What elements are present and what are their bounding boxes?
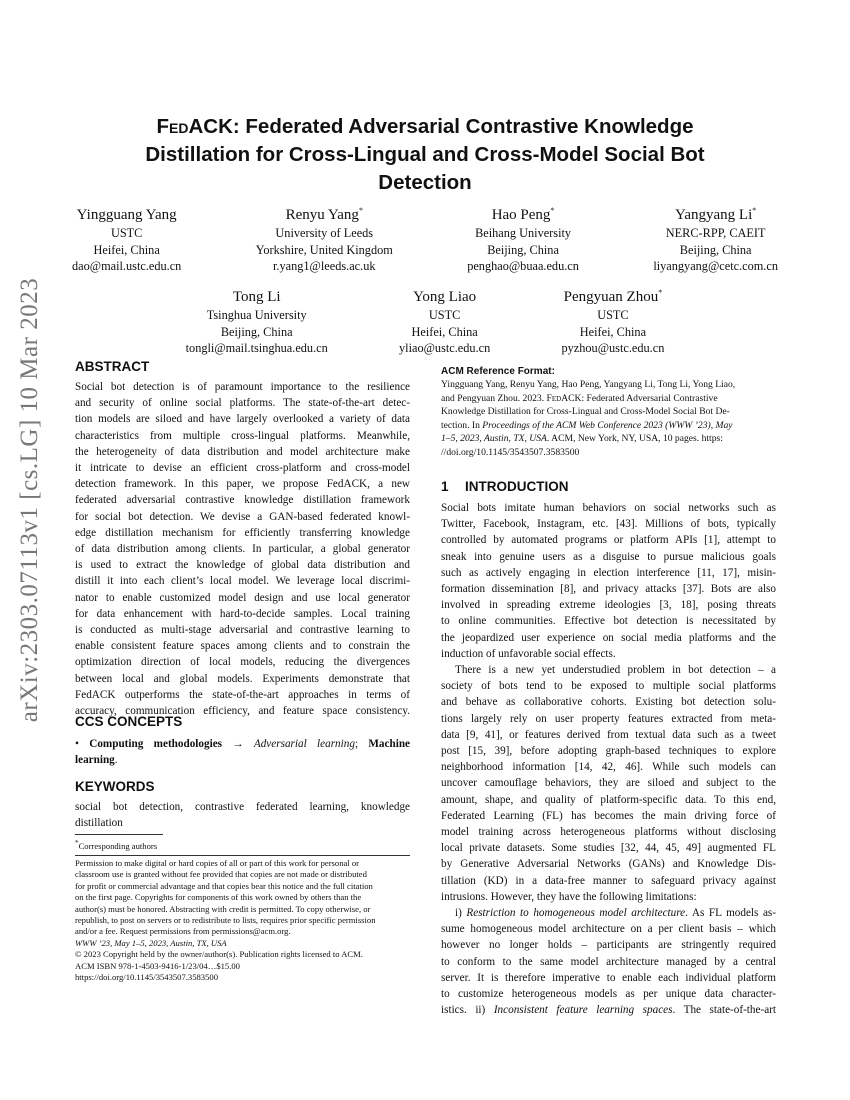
permission-block bbox=[75, 858, 410, 983]
abstract-line: is used to extract the knowledge of global data distribution and bbox=[75, 559, 410, 572]
author-row-1 bbox=[72, 201, 778, 275]
acm-ref-doi-link[interactable]: //doi.org/10.1145/3543507.3583500 bbox=[441, 446, 580, 458]
intro-line: tillation (KD) in a data-free manner to safeguard privacy against bbox=[441, 874, 776, 887]
acm-ref-line: 1–5, 2023, Austin, TX, USA. ACM, New York, NY, USA, 10 pages. https: bbox=[441, 433, 723, 445]
arxiv-sidebar bbox=[10, 277, 50, 723]
abstract-line: nator to enable customized model design and use local generator bbox=[75, 591, 410, 604]
keywords-heading: KEYWORDS bbox=[75, 779, 155, 794]
author-location: Beijing, China bbox=[220, 324, 293, 339]
doi-line[interactable]: https://doi.org/10.1145/3543507.3583500 bbox=[75, 972, 218, 983]
permission-line: author(s) must be honored. Abstracting with credit is permitted. To copy otherwise, or bbox=[75, 903, 371, 914]
acm-ref-line: Knowledge Distillation for Cross-Lingual and Cross-Model Social Bot De- bbox=[441, 406, 730, 418]
abstract-line: accuracy, communication efficiency, and feature space consistency. bbox=[75, 705, 410, 718]
abstract-line: FedACK outperforms the state-of-the-art approaches in terms of bbox=[75, 688, 410, 701]
permission-line: Permission to make digital or hard copies of all or part of this work for personal or bbox=[75, 858, 360, 868]
intro-line: controlled by automated programs or platform APIs [1], attempt to bbox=[441, 534, 776, 547]
intro-line: by Generative Adversarial Networks (GANs) and Knowledge Dis- bbox=[441, 858, 776, 871]
abstract-line: for data enhancement with hard-to-decide samples. Local training bbox=[75, 607, 410, 620]
permission-line: classroom use is granted without fee provided that copies are not made or distributed bbox=[75, 869, 367, 880]
intro-line: data [9, 41], or features derived from textual data such as a tweet bbox=[441, 728, 776, 741]
intro-line: to conform to the same model architecture managed by a central bbox=[441, 955, 776, 968]
intro-line: model training across heterogeneous platforms without disclosing bbox=[441, 826, 776, 839]
author-affiliation: USTC bbox=[597, 308, 629, 322]
author-location: Yorkshire, United Kingdom bbox=[255, 242, 393, 257]
abstract-line: federated adversarial contrastive knowledge distillation framework bbox=[75, 494, 410, 507]
intro-line: There is a new yet understudied problem in bot detection – a bbox=[455, 664, 776, 677]
intro-line: post [15, 39], before adopting graph-based techniques to explore bbox=[441, 745, 776, 758]
copyright-line: © 2023 Copyright held by the owner/author(s). Publication rights licensed to ACM. bbox=[75, 949, 363, 960]
abstract-line: and security of online social platforms. The state-of-the-art detec- bbox=[75, 397, 410, 410]
author-name: Yong Liao bbox=[413, 289, 477, 305]
author-email: yliao@ustc.edu.cn bbox=[399, 341, 491, 355]
author-location: Heifei, China bbox=[411, 324, 478, 339]
intro-line: local private datasets. Some studies [32, 44, 45, 49] augmented FL bbox=[441, 842, 776, 855]
author-location: Beijing, China bbox=[679, 242, 752, 257]
author-block bbox=[72, 201, 181, 275]
ccs-body bbox=[75, 736, 410, 768]
abstract-line: characteristics from multiple cross-lingual platforms. Meanwhile, bbox=[75, 429, 410, 442]
author-affiliation: USTC bbox=[428, 308, 461, 322]
abstract-line: enable consistent feature spaces among clients and to constrain the bbox=[75, 640, 410, 653]
author-email: pyzhou@ustc.edu.cn bbox=[561, 341, 665, 355]
author-name: Renyu Yang* bbox=[285, 206, 363, 223]
abstract-line: distill it into each client’s local model. We leverage local discrimi- bbox=[75, 575, 410, 588]
author-row-2 bbox=[150, 283, 700, 357]
author-email: dao@mail.ustc.edu.cn bbox=[72, 259, 182, 273]
author-location: Heifei, China bbox=[93, 242, 160, 257]
intro-line: to customize heterogeneous models as per unique data character- bbox=[441, 988, 776, 1001]
author-affiliation: USTC bbox=[110, 226, 143, 240]
abstract-line: tion models are siloed and have largely overlooked a variety of data bbox=[75, 413, 410, 426]
title-line-3: Detection bbox=[378, 171, 472, 194]
keywords-line: social bot detection, contrastive federated learning, knowledge bbox=[75, 801, 410, 813]
abstract-line: Social bot detection is of paramount importance to the resilience bbox=[75, 381, 410, 393]
title-line-2: Distillation for Cross-Lingual and Cross-Model Social Bot bbox=[145, 143, 705, 166]
intro-line: such as actively engaging in election interference [11, 17], misin- bbox=[441, 566, 776, 579]
permission-line: for profit or commercial advantage and that copies bear this notice and the full citation bbox=[75, 880, 373, 891]
author-block bbox=[653, 201, 778, 275]
abstract-line: it intricate to devise an efficient cross-platform and cross-model bbox=[75, 462, 410, 475]
intro-line: to online communities. Effective bot detection is necessitated by bbox=[441, 615, 776, 628]
author-affiliation: Tsinghua University bbox=[206, 308, 307, 322]
keywords-line: distillation bbox=[75, 817, 123, 830]
intro-line: uncover camouflage behaviors, they are siloed and subject to the bbox=[441, 777, 776, 790]
author-email: tongli@mail.tsinghua.edu.cn bbox=[185, 341, 328, 355]
intro-line: intrusions. However, they have the following limitations: bbox=[441, 890, 697, 903]
abstract-line: for social bot detection. We devise a GAN-based federated knowl- bbox=[75, 510, 410, 523]
author-affiliation: University of Leeds bbox=[275, 226, 374, 240]
title-line-1 bbox=[105, 113, 745, 141]
author-name: Hao Peng* bbox=[491, 206, 555, 223]
intro-line: amount, shape, and quality of platform-specific data. To this end, bbox=[441, 793, 776, 806]
ccs-heading: CCS CONCEPTS bbox=[75, 714, 183, 729]
introduction-heading: 1 INTRODUCTION bbox=[441, 479, 569, 494]
intro-line: induction of unfavorable social effects. bbox=[441, 647, 616, 660]
intro-line: Federated Learning (FL) has becomes the main driving force of bbox=[441, 809, 776, 822]
acm-ref-line: Yingguang Yang, Renyu Yang, Hao Peng, Yangyang Li, Tong Li, Yong Liao, bbox=[441, 379, 736, 390]
acm-ref-line: tection. In Proceedings of the ACM Web Conference 2023 (WWW ’23), May bbox=[441, 419, 733, 431]
title-fedack: FedACK bbox=[156, 115, 233, 138]
corresponding-footnote: *Corresponding authors bbox=[75, 839, 158, 851]
intro-line: the jeopardized user experience on social media platforms and the bbox=[441, 631, 776, 644]
author-block bbox=[186, 283, 328, 357]
author-block bbox=[562, 283, 665, 357]
author-name: Yingguang Yang bbox=[76, 207, 177, 223]
keywords-body bbox=[75, 799, 410, 831]
acm-reference-heading: ACM Reference Format: bbox=[441, 366, 555, 377]
venue-line: WWW ’23, May 1–5, 2023, Austin, TX, USA bbox=[75, 937, 227, 948]
introduction-body bbox=[441, 500, 776, 1019]
abstract-line: detection framework. In this paper, we propose FedACK, a new bbox=[75, 478, 410, 491]
permission-line: on the first page. Copyrights for components of this work owned by others than the bbox=[75, 892, 362, 903]
abstract-line: optimization direction of local models, reducing the divergences bbox=[75, 656, 410, 669]
ccs-line-1: • Computing methodologies → Adversarial learning; Machine bbox=[75, 738, 411, 750]
intro-line: tions largely rely on user property features extracted from meta- bbox=[441, 712, 776, 725]
intro-line: formation dissemination [8], and privacy attacks [37]. Bots are also bbox=[441, 583, 776, 596]
permission-line: and/or a fee. Request permissions from permissions@acm.org. bbox=[75, 926, 291, 937]
ccs-line-2: learning. bbox=[75, 754, 118, 767]
arxiv-identifier: arXiv:2303.07113v1 [cs.LG] 10 Mar 2023 bbox=[16, 277, 43, 723]
abstract-line: edge distillation mechanism for efficiently transferring knowledge bbox=[75, 526, 410, 539]
author-location: Heifei, China bbox=[579, 324, 647, 339]
paper-title bbox=[105, 113, 745, 197]
abstract-line: is conducted as multi-stage adversarial and contrastive learning to bbox=[75, 624, 410, 637]
intro-line: i) Restriction to homogeneous model architecture. As FL models as- bbox=[455, 907, 776, 920]
author-block bbox=[399, 283, 490, 357]
isbn-line: ACM ISBN 978-1-4503-9416-1/23/04…$15.00 bbox=[75, 960, 240, 971]
abstract-line: between local and global models. Experiments demonstrate that bbox=[75, 672, 410, 685]
intro-line: istics. ii) Inconsistent feature learning spaces. The state-of-the-art bbox=[441, 1004, 776, 1017]
intro-line: server. It is therefore imperative to enable each individual platform bbox=[441, 971, 776, 984]
title-line-1-rest: : Federated Adversarial Contrastive Knowledge bbox=[232, 115, 694, 138]
acm-ref-line: and Pengyuan Zhou. 2023. FedACK: Federated Adversarial Contrastive bbox=[441, 392, 718, 404]
author-name: Tong Li bbox=[232, 289, 281, 305]
permission-line: republish, to post on servers or to redistribute to lists, requires prior specific permission bbox=[75, 915, 376, 926]
author-email: r.yang1@leeds.ac.uk bbox=[273, 259, 376, 273]
author-email: penghao@buaa.edu.cn bbox=[467, 259, 579, 273]
intro-line: involved in spreading extreme ideologies [3, 18], posing threats bbox=[441, 599, 776, 612]
intro-line: sume homogeneous model architecture on a per client basis – which bbox=[441, 923, 776, 936]
intro-line: Social bots imitate human behaviors on social networks such as bbox=[441, 502, 776, 514]
author-name: Pengyuan Zhou* bbox=[563, 288, 663, 305]
intro-line: however no longer holds – participants are stringently required bbox=[441, 939, 776, 952]
permission-rule bbox=[75, 855, 410, 856]
abstract-heading: ABSTRACT bbox=[75, 359, 150, 374]
intro-line: society of bots tend to be exposed to multiple social platforms bbox=[441, 680, 776, 693]
intro-line: Twitter, Facebook, Instagram, etc. [43]. Millions of bots, typically bbox=[441, 518, 776, 531]
footnote-rule bbox=[75, 834, 163, 835]
abstract-body bbox=[75, 379, 410, 719]
intro-line: and behave as collaborative cohorts. Existing bot detection solu- bbox=[441, 696, 776, 709]
author-affiliation: Beihang University bbox=[475, 226, 572, 240]
abstract-line: of data distribution among clients. In particular, a global generator bbox=[75, 543, 410, 556]
author-block bbox=[467, 201, 579, 275]
author-block bbox=[256, 201, 393, 275]
author-email: liyangyang@cetc.com.cn bbox=[653, 259, 778, 273]
author-affiliation: NERC-RPP, CAEIT bbox=[665, 226, 766, 240]
acm-reference-body bbox=[441, 378, 776, 460]
intro-line: sneak into genuine users as a disguise to pursue malicious goals bbox=[441, 550, 776, 563]
intro-line: neighborhood information [14, 42, 46]. While such models can bbox=[441, 761, 776, 774]
abstract-line: the heterogeneity of data distribution and model architecture make bbox=[75, 445, 410, 458]
author-name: Yangyang Li* bbox=[675, 206, 757, 223]
author-location: Beijing, China bbox=[487, 242, 559, 257]
